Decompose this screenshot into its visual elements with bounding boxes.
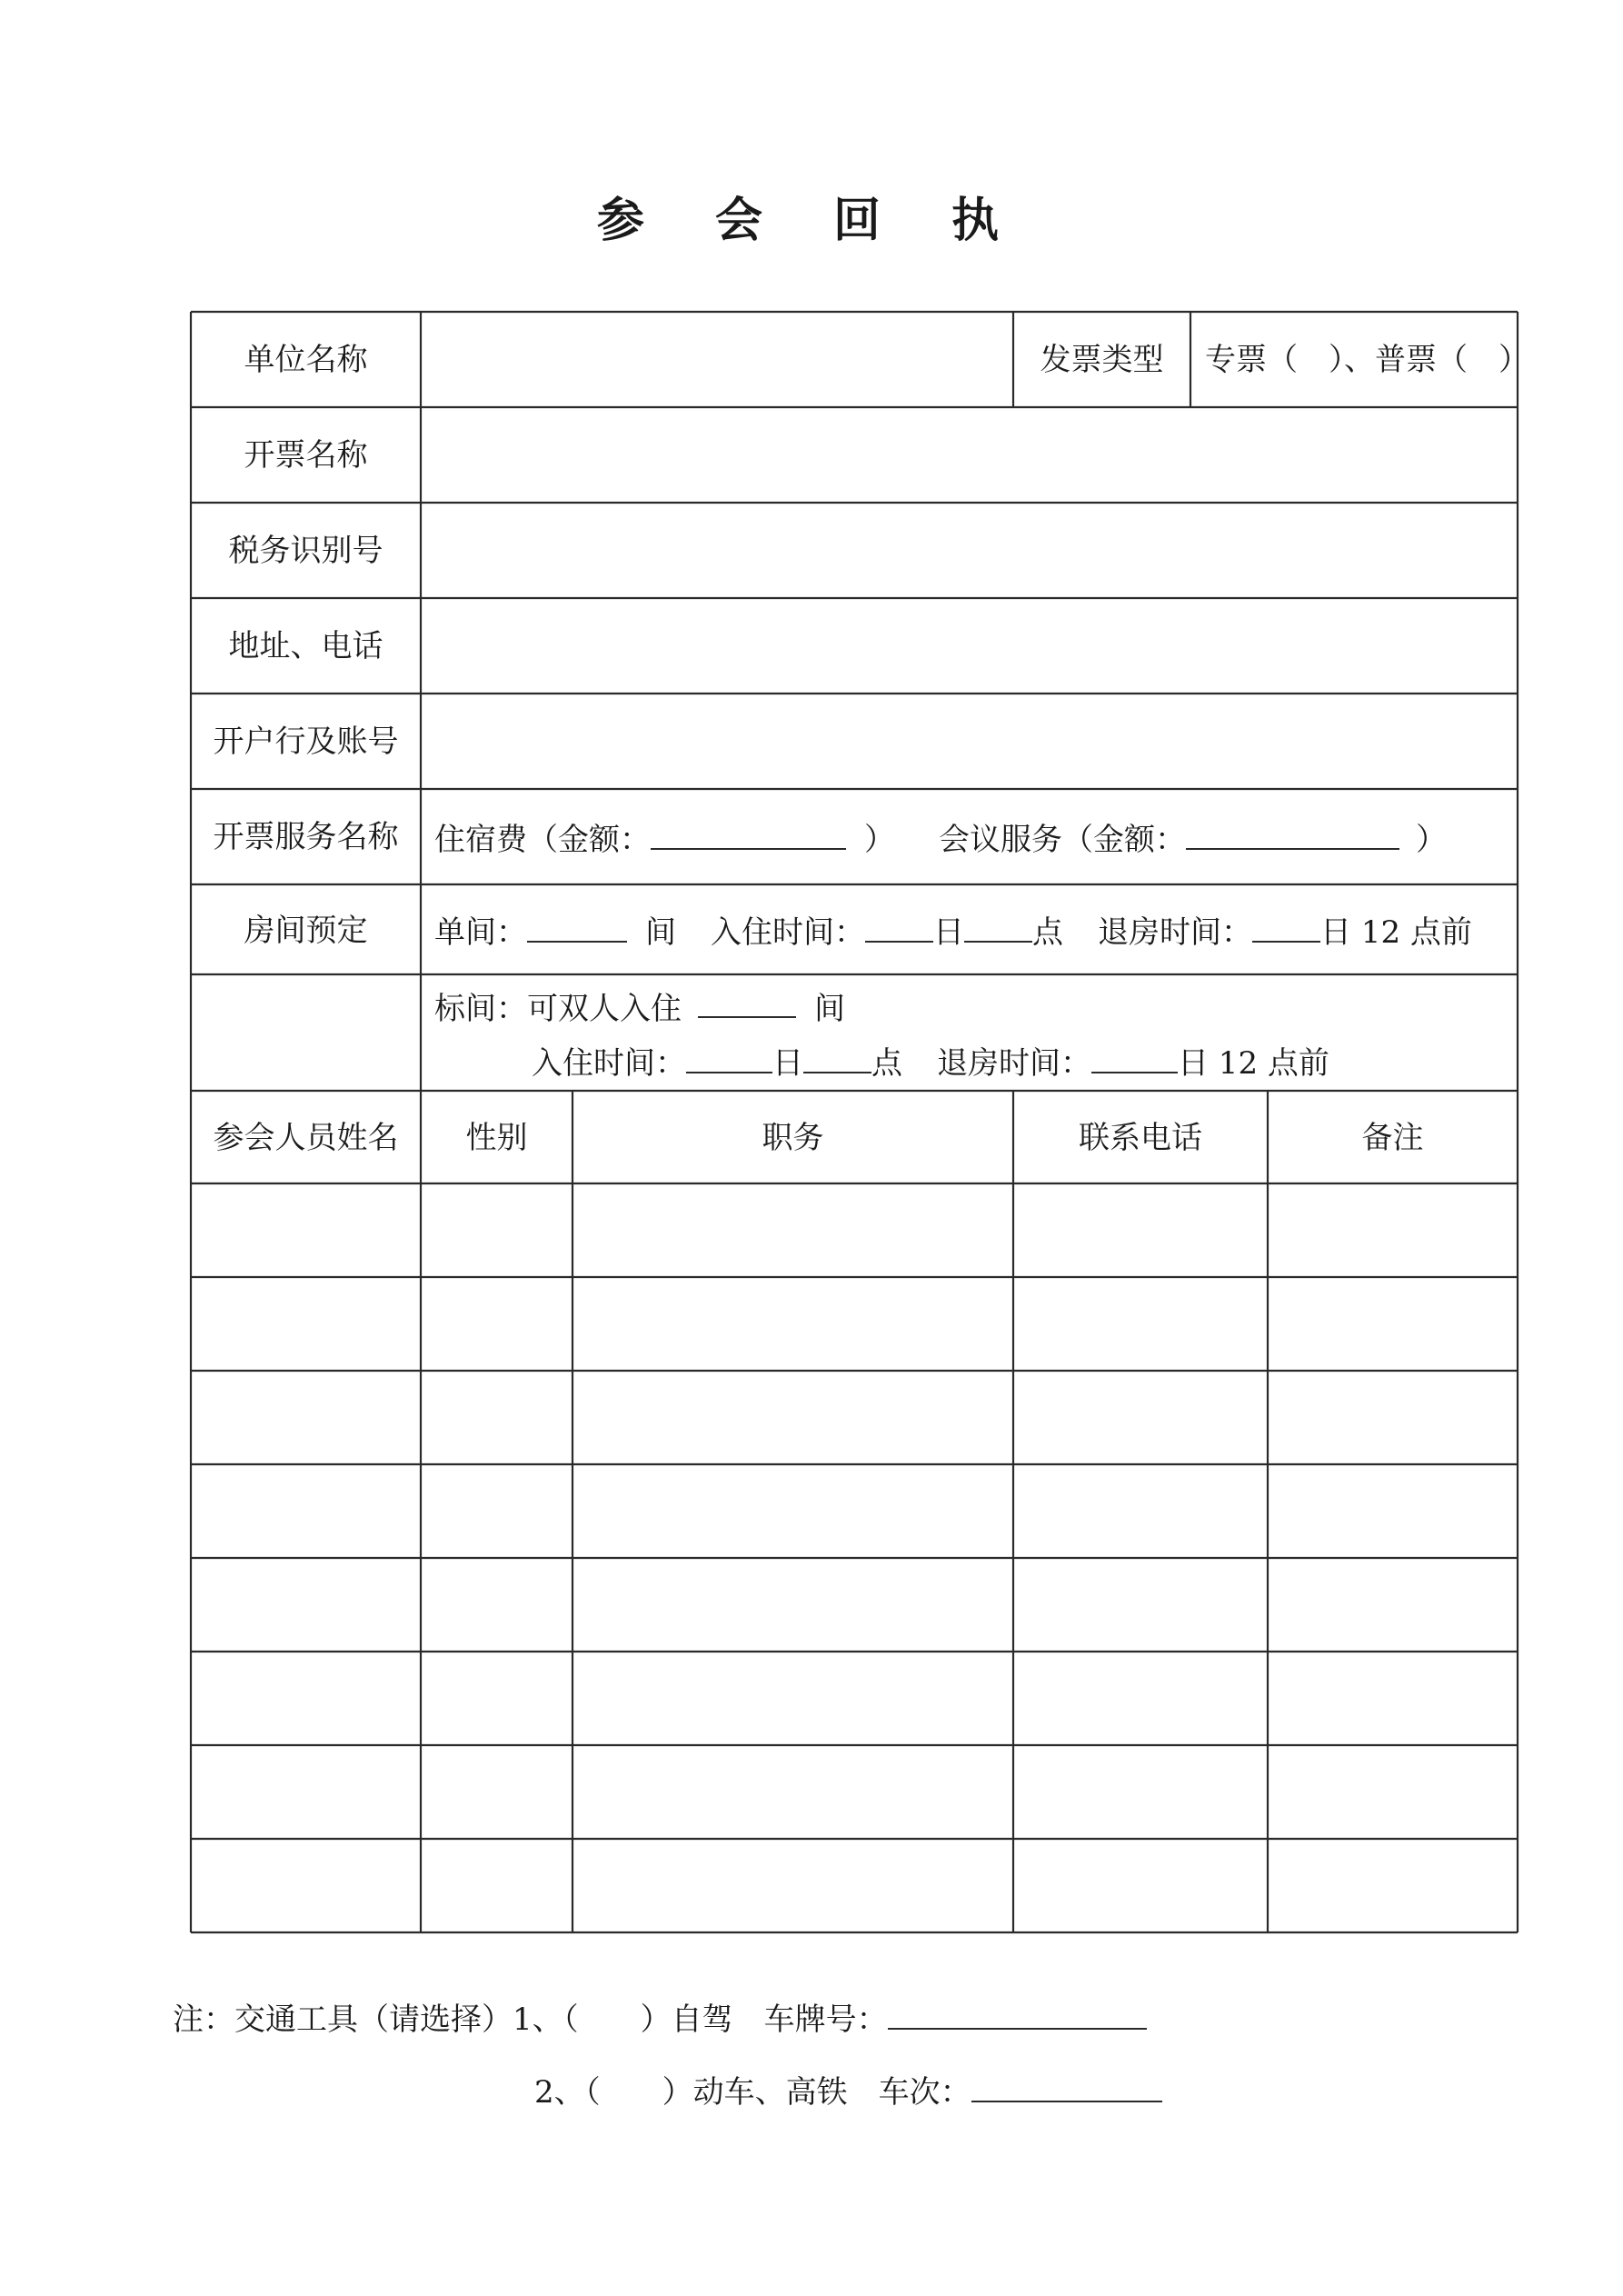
transport-train-label: 2、（ ）动车、高铁 车次： <box>534 2074 971 2111</box>
label-address-phone: 地址、电话 <box>228 628 383 664</box>
meeting-close: ） <box>1416 822 1447 858</box>
standard-room-label: 标间：可双人入住 <box>434 991 682 1027</box>
train-number-blank[interactable] <box>971 2075 1162 2102</box>
single-day-label: 日 <box>933 914 964 951</box>
header-remarks: 备注 <box>1361 1120 1424 1156</box>
plate-number-blank[interactable] <box>888 2002 1147 2030</box>
standard-day-label: 日 <box>772 1045 803 1082</box>
label-unit-name: 单位名称 <box>244 342 368 378</box>
label-service-name: 开票服务名称 <box>213 819 399 855</box>
transport-self-drive-label: 注：交通工具（请选择）1、（ ）自驾 车牌号： <box>173 2002 888 2038</box>
label-tax-id: 税务识别号 <box>228 533 383 569</box>
header-position: 职务 <box>762 1120 824 1156</box>
standard-checkout-day-blank[interactable] <box>1091 1046 1178 1073</box>
lodging-label: 住宿费（金额： <box>434 822 651 858</box>
single-room-unit: 间 <box>645 914 676 951</box>
single-checkin-day-blank[interactable] <box>865 915 933 943</box>
label-bank-account: 开户行及账号 <box>213 724 399 760</box>
transport-note-line2 <box>534 2074 1162 2111</box>
single-room-label: 单间： <box>434 914 527 951</box>
single-checkout-label: 退房时间： <box>1098 914 1252 951</box>
meeting-amount-blank[interactable] <box>1186 823 1399 850</box>
standard-checkin-label: 入住时间： <box>532 1045 686 1082</box>
standard-checkout-label: 退房时间： <box>937 1045 1091 1082</box>
standard-checkout-tail: 日 12 点前 <box>1178 1045 1329 1082</box>
single-checkout-tail: 日 12 点前 <box>1320 914 1472 951</box>
single-room-count-blank[interactable] <box>527 915 627 943</box>
single-checkin-label: 入住时间： <box>711 914 865 951</box>
standard-room-line2 <box>532 1045 1329 1082</box>
meeting-label: 会议服务（金额： <box>939 822 1186 858</box>
page-title: 参 会 回 执 <box>596 194 1027 248</box>
header-phone: 联系电话 <box>1079 1120 1202 1156</box>
header-gender: 性别 <box>465 1120 528 1156</box>
standard-room-line1 <box>434 991 845 1027</box>
standard-checkin-hour-blank[interactable] <box>803 1046 871 1073</box>
single-checkin-hour-blank[interactable] <box>964 915 1032 943</box>
label-invoice-name: 开票名称 <box>244 437 368 474</box>
lodging-close: ） <box>864 822 895 858</box>
standard-hour-label: 点 <box>871 1045 902 1082</box>
standard-room-unit: 间 <box>814 991 845 1027</box>
invoice-type-options[interactable]: 专票（ ）、普票（ ） <box>1205 342 1529 378</box>
single-hour-label: 点 <box>1032 914 1063 951</box>
label-invoice-type: 发票类型 <box>1040 342 1164 378</box>
single-checkout-day-blank[interactable] <box>1252 915 1320 943</box>
lodging-amount-blank[interactable] <box>651 823 846 850</box>
standard-checkin-day-blank[interactable] <box>686 1046 772 1073</box>
transport-note-line1 <box>173 2002 1147 2038</box>
label-room-booking: 房间预定 <box>244 913 368 949</box>
standard-room-count-blank[interactable] <box>698 991 796 1018</box>
single-room-line <box>434 914 1472 951</box>
service-line <box>434 822 1447 858</box>
header-attendee-name: 参会人员姓名 <box>213 1120 399 1156</box>
